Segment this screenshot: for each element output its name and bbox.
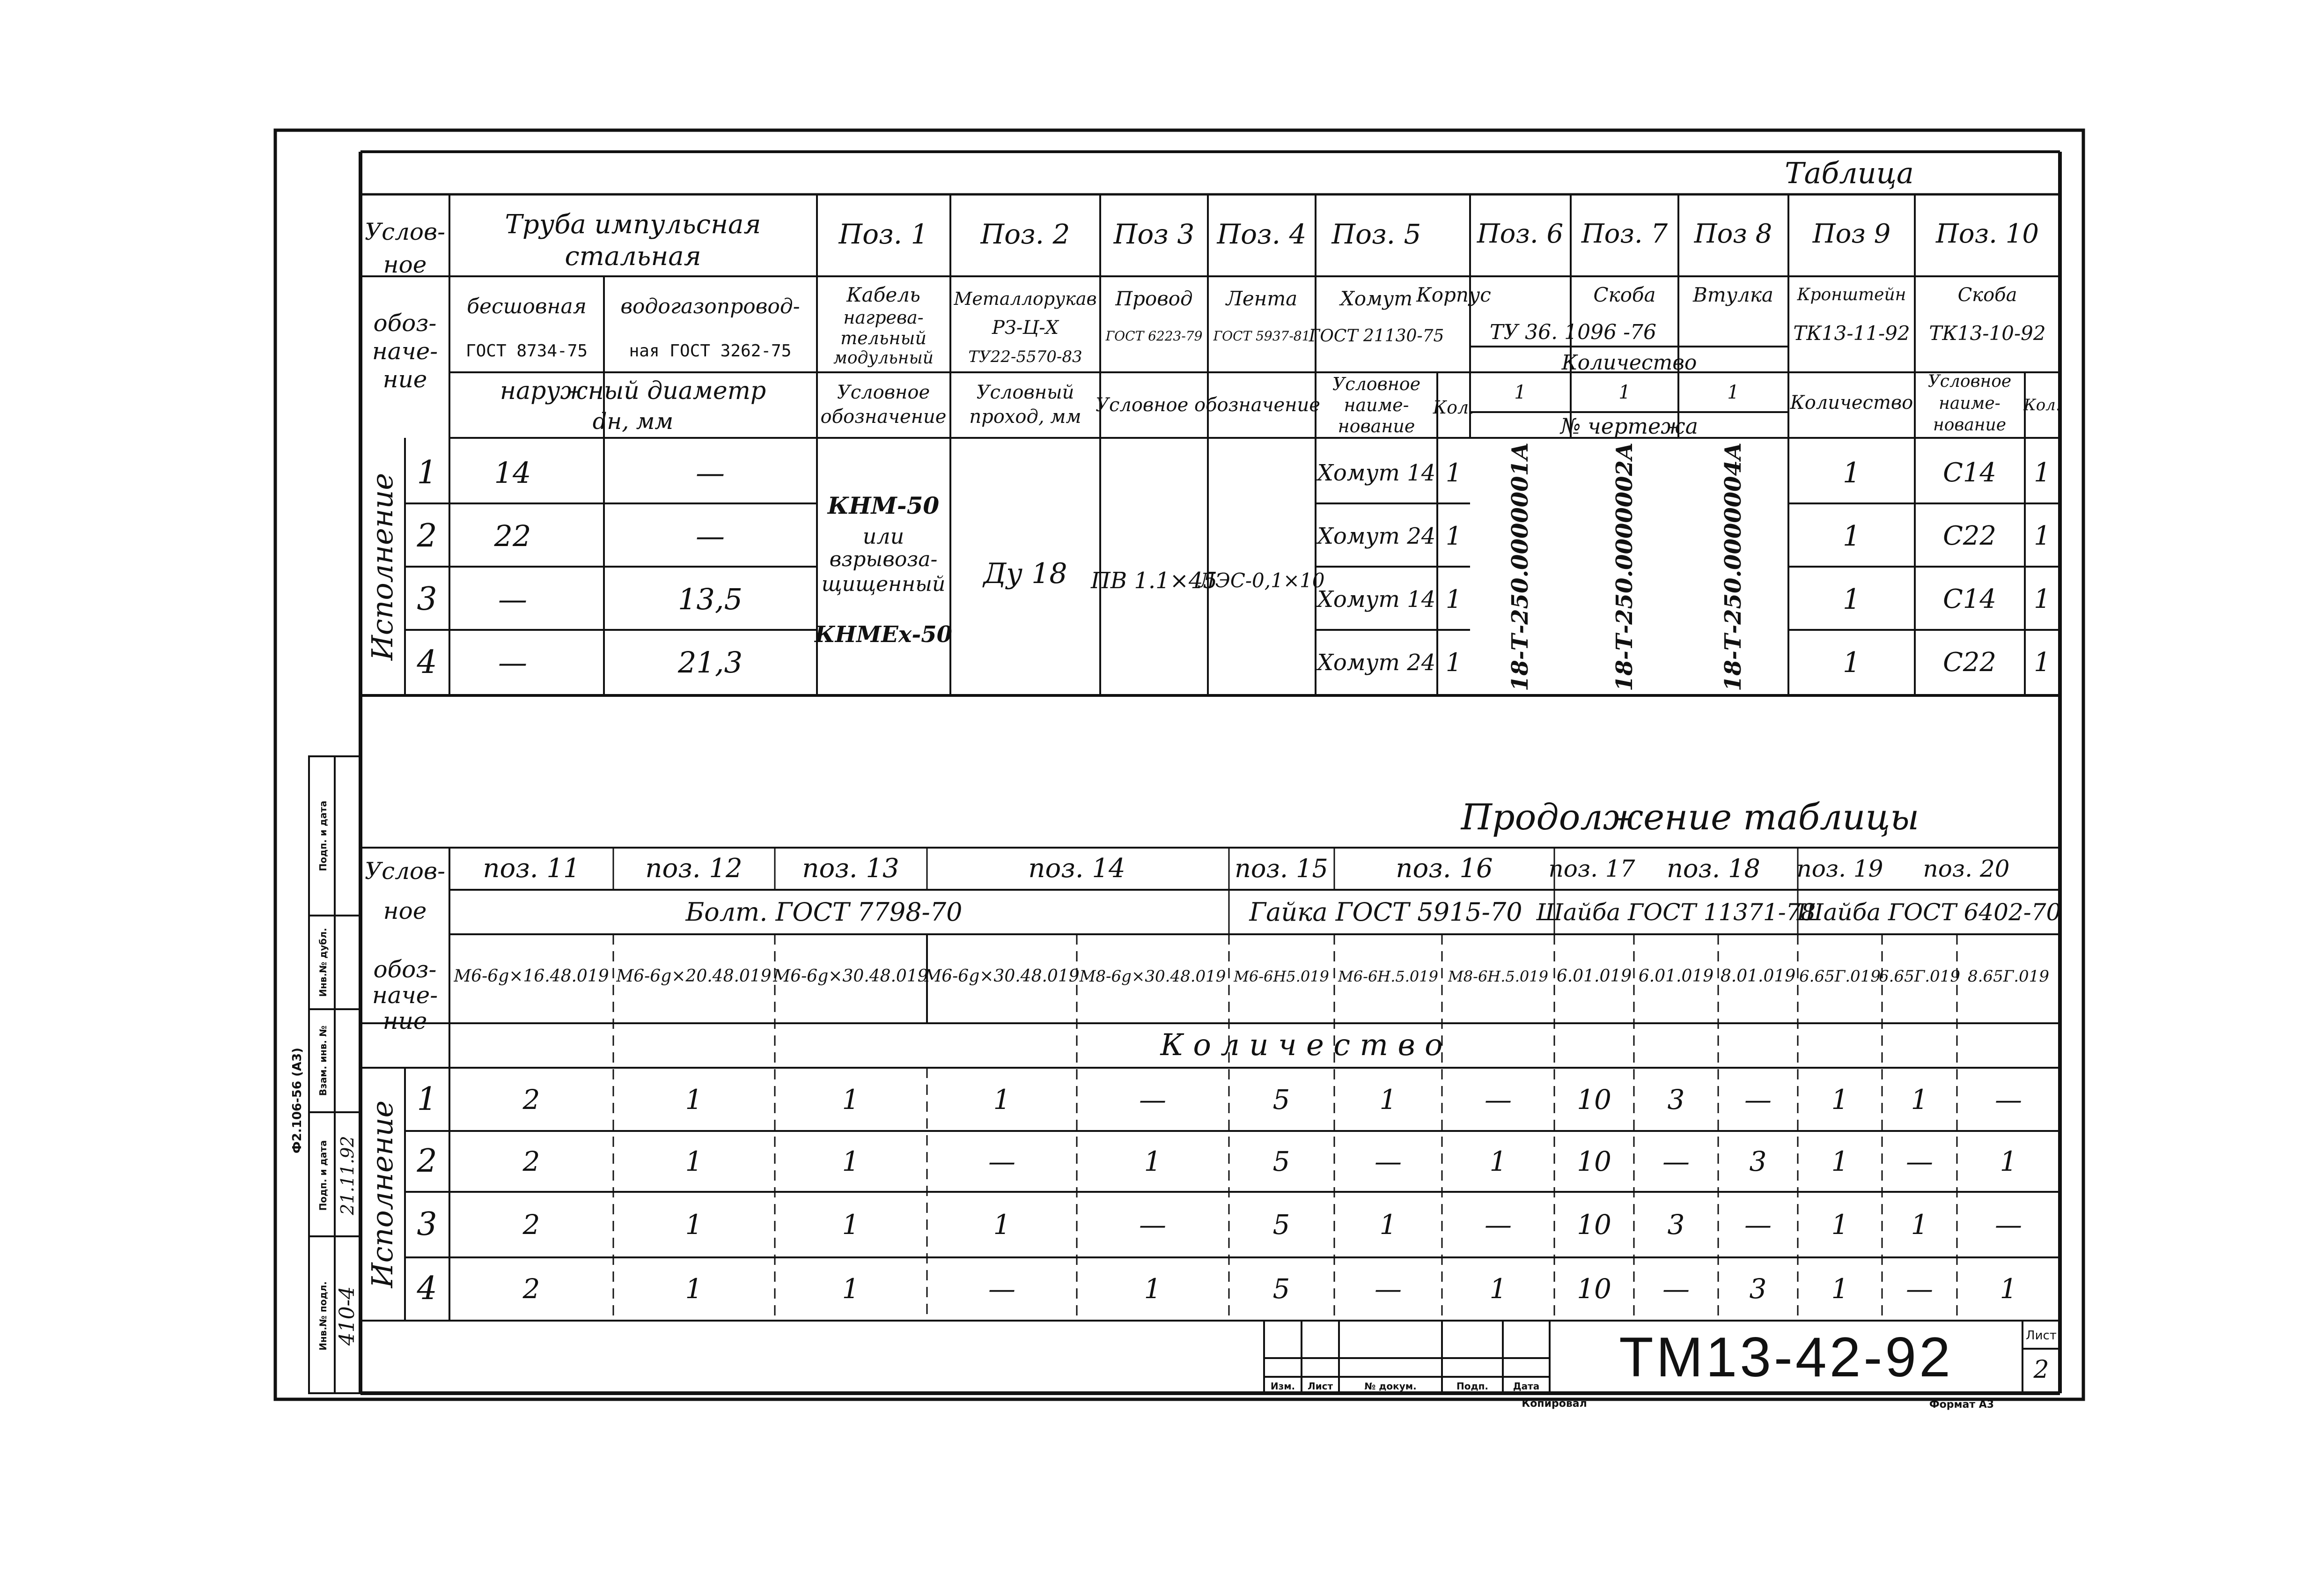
top-row-4-q10: 1 — [2034, 647, 2051, 678]
bottom-qty-cell: 5 — [1272, 1145, 1290, 1177]
execution-label-top: Исполнение — [365, 473, 399, 661]
bottom-qty-cell: 1 — [2000, 1145, 2017, 1177]
p8-qty: 1 — [1727, 382, 1739, 403]
bottom-qty-cell: — — [1995, 1209, 2022, 1241]
top-row-1-no: 1 — [417, 454, 437, 491]
bottom-qty-cell: 10 — [1577, 1145, 1611, 1177]
p1-cond-1: Условное — [837, 382, 930, 403]
bottom-qty-cell: 1 — [993, 1084, 1011, 1116]
top-row-2-p5: Хомут 24 — [1317, 523, 1436, 549]
pipe-water-gas: водогазопровод- — [620, 295, 800, 318]
top-row-2-q9: 1 — [1842, 520, 1861, 553]
side-label-sign-1: Подп. и дата — [317, 1140, 329, 1211]
p8-drawing-no: 18-Т-250.0000004А — [1720, 442, 1746, 692]
pos-1: Поз. 1 — [838, 218, 928, 250]
bottom-qty-cell: — — [988, 1273, 1015, 1305]
bottom-qty-cell: 10 — [1577, 1209, 1611, 1241]
bottom-qty-cell: 2 — [522, 1084, 540, 1116]
stamp-col-date: Дата — [1513, 1381, 1540, 1392]
b-cond-4: наче- — [372, 982, 438, 1009]
designation-2: М6-6g×20.48.019 — [616, 967, 772, 986]
designation-13: 6.65Г.019 — [1879, 967, 1960, 986]
p10-name-1: Условное — [1927, 372, 2012, 391]
washer-spec-2: Шайба ГОСТ 6402-70 — [1796, 899, 2061, 926]
top-row-4-q9: 1 — [1842, 646, 1861, 679]
p10-name-2: наиме- — [1939, 394, 2000, 413]
pos-2: Поз. 2 — [980, 218, 1070, 250]
p8-name: Втулка — [1693, 283, 1773, 306]
bottom-qty-cell: 1 — [1831, 1209, 1849, 1241]
p4-value: ЛЭС-0,1×10 — [1199, 569, 1325, 592]
bottom-qty-cell: 1 — [1831, 1273, 1849, 1305]
p3-line-1: Провод — [1115, 287, 1193, 310]
p1-value-2: или — [862, 524, 905, 549]
qty-label: Количество — [1561, 351, 1697, 375]
bottom-qty-cell: 1 — [1489, 1273, 1507, 1305]
b-pos-18: поз. 18 — [1667, 854, 1760, 883]
bottom-qty-cell: 2 — [522, 1145, 540, 1177]
designation-14: 8.65Г.019 — [1968, 967, 2049, 986]
bottom-qty-cell: 3 — [1667, 1084, 1685, 1116]
p10-line-2: ТК13-10-92 — [1929, 322, 2046, 345]
p5-line-2: ГОСТ 21130-75 — [1309, 326, 1444, 346]
top-row-4-q5: 1 — [1445, 648, 1462, 677]
bottom-qty-cell: — — [1906, 1145, 1933, 1177]
bottom-qty-cell: 1 — [1489, 1145, 1507, 1177]
pipe-title-2: стальная — [565, 241, 701, 272]
designation-12: 6.65Г.019 — [1799, 967, 1881, 986]
bottom-qty-cell: 3 — [1749, 1145, 1767, 1177]
bottom-qty-cell: 1 — [685, 1084, 703, 1116]
pos-10: Поз. 10 — [1936, 219, 2039, 249]
designation-3: М6-6g×30.48.019 — [773, 967, 928, 986]
top-row-4-dw: 21,3 — [677, 645, 743, 680]
tu-spec: ТУ 36. 1096 -76 — [1490, 320, 1656, 344]
stamp-col-change: Изм. — [1270, 1381, 1295, 1392]
bottom-qty-cell: — — [1744, 1084, 1772, 1116]
pipe-gost-seamless: ГОСТ 8734-75 — [465, 341, 588, 361]
pipe-diameter-symbol: dн, мм — [592, 408, 674, 435]
pos-5: Поз. 5 — [1331, 218, 1421, 250]
pipe-diameter: наружный диаметр — [500, 377, 766, 405]
p5-name-3: нование — [1338, 416, 1415, 436]
p2-line-3: ТУ22-5570-83 — [968, 347, 1082, 366]
p2-value: Ду 18 — [983, 557, 1067, 590]
p9-line-1: Кронштейн — [1797, 285, 1906, 304]
top-row-1-q5: 1 — [1445, 458, 1462, 488]
pos-3: Поз 3 — [1113, 218, 1195, 250]
bottom-qty-cell: 1 — [842, 1273, 860, 1305]
bottom-qty-cell: 1 — [842, 1209, 860, 1241]
top-row-4-p5: Хомут 24 — [1317, 650, 1436, 676]
bottom-qty-cell: 1 — [993, 1209, 1011, 1241]
designation-5: М8-6g×30.48.019 — [1079, 967, 1226, 986]
bottom-qty-cell: 2 — [522, 1209, 540, 1241]
execution-label-bottom: Исполнение — [365, 1100, 399, 1288]
pos-8: Поз 8 — [1694, 219, 1772, 249]
top-row-3-p5: Хомут 14 — [1317, 586, 1436, 613]
top-row-4-no: 4 — [417, 644, 437, 681]
p4-line-2: ГОСТ 5937-81 — [1213, 328, 1310, 344]
p1-line-1: Кабель — [846, 283, 920, 306]
cond-header-4: наче- — [372, 338, 438, 365]
bottom-qty-cell: — — [1485, 1084, 1512, 1116]
sheet-label: Лист — [2026, 1329, 2057, 1343]
pos-9: Поз 9 — [1812, 219, 1891, 249]
p1-line-4: модульный — [833, 348, 934, 368]
designation-10: 6.01.019 — [1638, 967, 1714, 986]
p5-name-1: Условное — [1332, 374, 1421, 394]
b-pos-15: поз. 15 — [1235, 854, 1328, 883]
cond-header-1: Услов- — [364, 218, 446, 245]
washer-spec-1: Шайба ГОСТ 11371-78 — [1536, 899, 1816, 926]
stamp-col-sheet: Лист — [1307, 1381, 1333, 1392]
p9-line-2: ТК13-11-92 — [1793, 322, 1910, 345]
b-pos-12: поз. 12 — [645, 853, 743, 884]
designation-9: 6.01.019 — [1556, 967, 1632, 986]
b-pos-20: поз. 20 — [1923, 855, 2010, 882]
b-cond-5: ние — [382, 1007, 427, 1034]
cond-header-5: ние — [382, 366, 427, 393]
p1-value-3: взрывоза- — [829, 547, 938, 571]
bottom-qty-cell: — — [1485, 1209, 1512, 1241]
top-row-3-q10: 1 — [2034, 584, 2051, 614]
p7-drawing-no: 18-Т-250.0000002А — [1611, 442, 1638, 692]
designation-6: М6-6Н5.019 — [1234, 968, 1329, 985]
bottom-qty-cell: 1 — [1911, 1084, 1928, 1116]
pipe-title-1: Труба импульсная — [505, 209, 761, 240]
bottom-qty-cell: — — [1139, 1209, 1166, 1241]
top-row-3-q9: 1 — [1842, 583, 1861, 616]
top-row-1-dn: 14 — [494, 456, 531, 490]
top-row-3-q5: 1 — [1445, 584, 1462, 614]
p1-value-5: КНМЕх-50 — [814, 621, 953, 648]
p1-value-4: щищенный — [821, 572, 946, 596]
pipe-seamless: бесшовная — [467, 295, 587, 318]
b-pos-11: поз. 11 — [483, 853, 580, 884]
p4-line-1: Лента — [1226, 287, 1298, 310]
top-row-1-q10: 1 — [2034, 458, 2051, 488]
copied-label: Копировал — [1522, 1398, 1587, 1410]
bottom-qty-cell: 10 — [1577, 1273, 1611, 1305]
b-cond-2: ное — [383, 897, 427, 924]
p2-line-2: РЗ-Ц-Х — [992, 317, 1059, 339]
top-row-4-dn: — — [498, 645, 527, 680]
bottom-qty-cell: — — [1662, 1145, 1690, 1177]
p3-line-2: ГОСТ 6223-79 — [1105, 328, 1203, 344]
bottom-qty-cell: 1 — [685, 1273, 703, 1305]
designation-7: М6-6Н.5.019 — [1338, 968, 1438, 985]
bottom-qty-cell: — — [1995, 1084, 2022, 1116]
top-row-3-dw: 13,5 — [677, 582, 743, 616]
designation-1: М6-6g×16.48.019 — [454, 967, 609, 986]
bottom-qty-cell: 1 — [1144, 1273, 1162, 1305]
p2-bore-1: Условный — [976, 382, 1074, 403]
bottom-row-number: 3 — [417, 1206, 437, 1243]
bottom-qty-cell: 1 — [685, 1145, 703, 1177]
bottom-qty-cell: 2 — [522, 1273, 540, 1305]
pos-4: Поз. 4 — [1217, 218, 1307, 250]
p9-qty-label: Количество — [1790, 392, 1913, 414]
top-row-2-no: 2 — [417, 517, 437, 554]
stamp-col-doc: № докум. — [1364, 1381, 1417, 1392]
top-row-2-q10: 1 — [2034, 521, 2051, 551]
cond-header-3: обоз- — [373, 310, 437, 337]
p6-qty: 1 — [1514, 382, 1526, 403]
designation-4: М6-6g×30.48.019 — [924, 967, 1080, 986]
side-inventory-no: 410-4 — [335, 1286, 359, 1346]
top-row-2-dn: 22 — [494, 519, 531, 553]
bottom-qty-cell: 1 — [1911, 1209, 1928, 1241]
bottom-qty-cell: 1 — [685, 1209, 703, 1241]
top-row-1-q9: 1 — [1842, 457, 1861, 489]
bottom-qty-cell: 1 — [1379, 1084, 1397, 1116]
pos-6: Поз. 6 — [1477, 219, 1564, 249]
bottom-qty-cell: — — [1662, 1273, 1690, 1305]
table-caption: Таблица — [1785, 156, 1914, 190]
document-code: ТМ13-42-92 — [1619, 1326, 1953, 1389]
bottom-row-number: 4 — [417, 1270, 437, 1307]
p5-line-1: Хомут — [1340, 287, 1413, 310]
bottom-qty-cell: — — [1375, 1273, 1402, 1305]
designation-11: 8.01.019 — [1720, 967, 1796, 986]
p10-qty-abbr: Кол. — [2023, 396, 2061, 414]
bottom-qty-cell: 5 — [1272, 1084, 1290, 1116]
bottom-qty-cell: 5 — [1272, 1273, 1290, 1305]
top-row-2-dw: — — [696, 519, 725, 553]
outer-frame — [275, 130, 2083, 1399]
p3-value: ПВ 1.1×45 — [1090, 568, 1218, 594]
quantity-heading: К о л и ч е с т в о — [1160, 1028, 1443, 1063]
p10-name-3: нование — [1933, 415, 2007, 435]
format-label: Формат А3 — [1929, 1399, 1994, 1411]
continuation-title: Продолжение таблицы — [1461, 796, 1920, 838]
b-pos-19: поз. 19 — [1796, 855, 1883, 882]
top-row-1-dw: — — [696, 456, 725, 490]
form-code: Ф2.106-56 (А3) — [290, 1047, 304, 1154]
bottom-qty-cell: 10 — [1577, 1084, 1611, 1116]
top-row-3-p10: С14 — [1942, 584, 1997, 614]
b-pos-16: поз. 16 — [1396, 853, 1493, 884]
p1-line-2: нагрева- — [843, 307, 924, 328]
b-pos-17: поз. 17 — [1548, 855, 1635, 882]
p5-qty-abbr: Кол. — [1433, 397, 1475, 418]
drawing-no-label: № чертежа — [1560, 414, 1698, 439]
b-pos-14: поз. 14 — [1028, 853, 1125, 884]
bottom-qty-cell: — — [988, 1145, 1015, 1177]
p1-value-1: КНМ-50 — [827, 492, 940, 519]
top-row-3-no: 3 — [417, 581, 437, 618]
cond-header-2: ное — [383, 251, 427, 278]
p6-name: Корпус — [1416, 283, 1491, 306]
p2-line-1: Металлорукав — [954, 288, 1097, 309]
side-label-sign-2: Подп. и дата — [317, 800, 329, 872]
b-cond-3: обоз- — [373, 956, 437, 983]
top-row-1-p10: С14 — [1942, 458, 1997, 488]
bottom-row-number: 1 — [417, 1081, 437, 1118]
side-date: 21.11.92 — [337, 1136, 358, 1215]
bottom-qty-cell: 3 — [1667, 1209, 1685, 1241]
bottom-qty-cell: 1 — [1144, 1145, 1162, 1177]
bottom-qty-cell: 1 — [1831, 1084, 1849, 1116]
sheet-number: 2 — [2033, 1356, 2049, 1384]
bottom-qty-cell: 1 — [842, 1145, 860, 1177]
side-label-dup: Инв.№ дубл. — [317, 928, 329, 997]
designation-8: М8-6Н.5.019 — [1448, 968, 1548, 985]
bottom-qty-cell: 1 — [1379, 1209, 1397, 1241]
bottom-qty-cell: 1 — [842, 1084, 860, 1116]
p1-cond-2: обозначение — [820, 406, 947, 428]
side-label-inv: Инв.№ подл. — [317, 1281, 329, 1351]
bottom-qty-cell: 1 — [1831, 1145, 1849, 1177]
side-label-replace: Взам. инв. № — [317, 1025, 329, 1096]
p6-drawing-no: 18-Т-250.0000001А — [1507, 442, 1533, 692]
p7-qty: 1 — [1618, 382, 1631, 403]
bottom-qty-cell: — — [1744, 1209, 1772, 1241]
bottom-qty-cell: — — [1375, 1145, 1402, 1177]
p10-line-1: Скоба — [1957, 284, 2017, 306]
b-cond-1: Услов- — [364, 857, 446, 885]
p2-bore-2: проход, мм — [969, 406, 1081, 428]
p34-cond: Условное обозначение — [1096, 394, 1320, 416]
p1-line-3: тельный — [840, 328, 927, 348]
bottom-qty-cell: 1 — [2000, 1273, 2017, 1305]
top-row-2-q5: 1 — [1445, 521, 1462, 551]
top-row-1-p5: Хомут 14 — [1317, 460, 1436, 486]
p5-name-2: наиме- — [1344, 395, 1409, 415]
b-pos-13: поз. 13 — [802, 853, 899, 884]
stamp-col-sign: Подп. — [1456, 1381, 1489, 1392]
bottom-qty-cell: 5 — [1272, 1209, 1290, 1241]
bolt-spec: Болт. ГОСТ 7798-70 — [685, 897, 963, 927]
pos-7: Поз. 7 — [1581, 219, 1668, 249]
top-row-3-dn: — — [498, 582, 527, 616]
bottom-row-number: 2 — [417, 1143, 437, 1180]
bottom-qty-cell: 3 — [1749, 1273, 1767, 1305]
p7-name: Скоба — [1593, 283, 1656, 306]
bottom-qty-cell: — — [1139, 1084, 1166, 1116]
top-row-2-p10: С22 — [1942, 521, 1997, 551]
pipe-water-gas-gost: ная ГОСТ 3262-75 — [629, 341, 792, 361]
nut-spec: Гайка ГОСТ 5915-70 — [1249, 897, 1522, 927]
bottom-qty-cell: — — [1906, 1273, 1933, 1305]
top-row-4-p10: С22 — [1942, 647, 1997, 678]
